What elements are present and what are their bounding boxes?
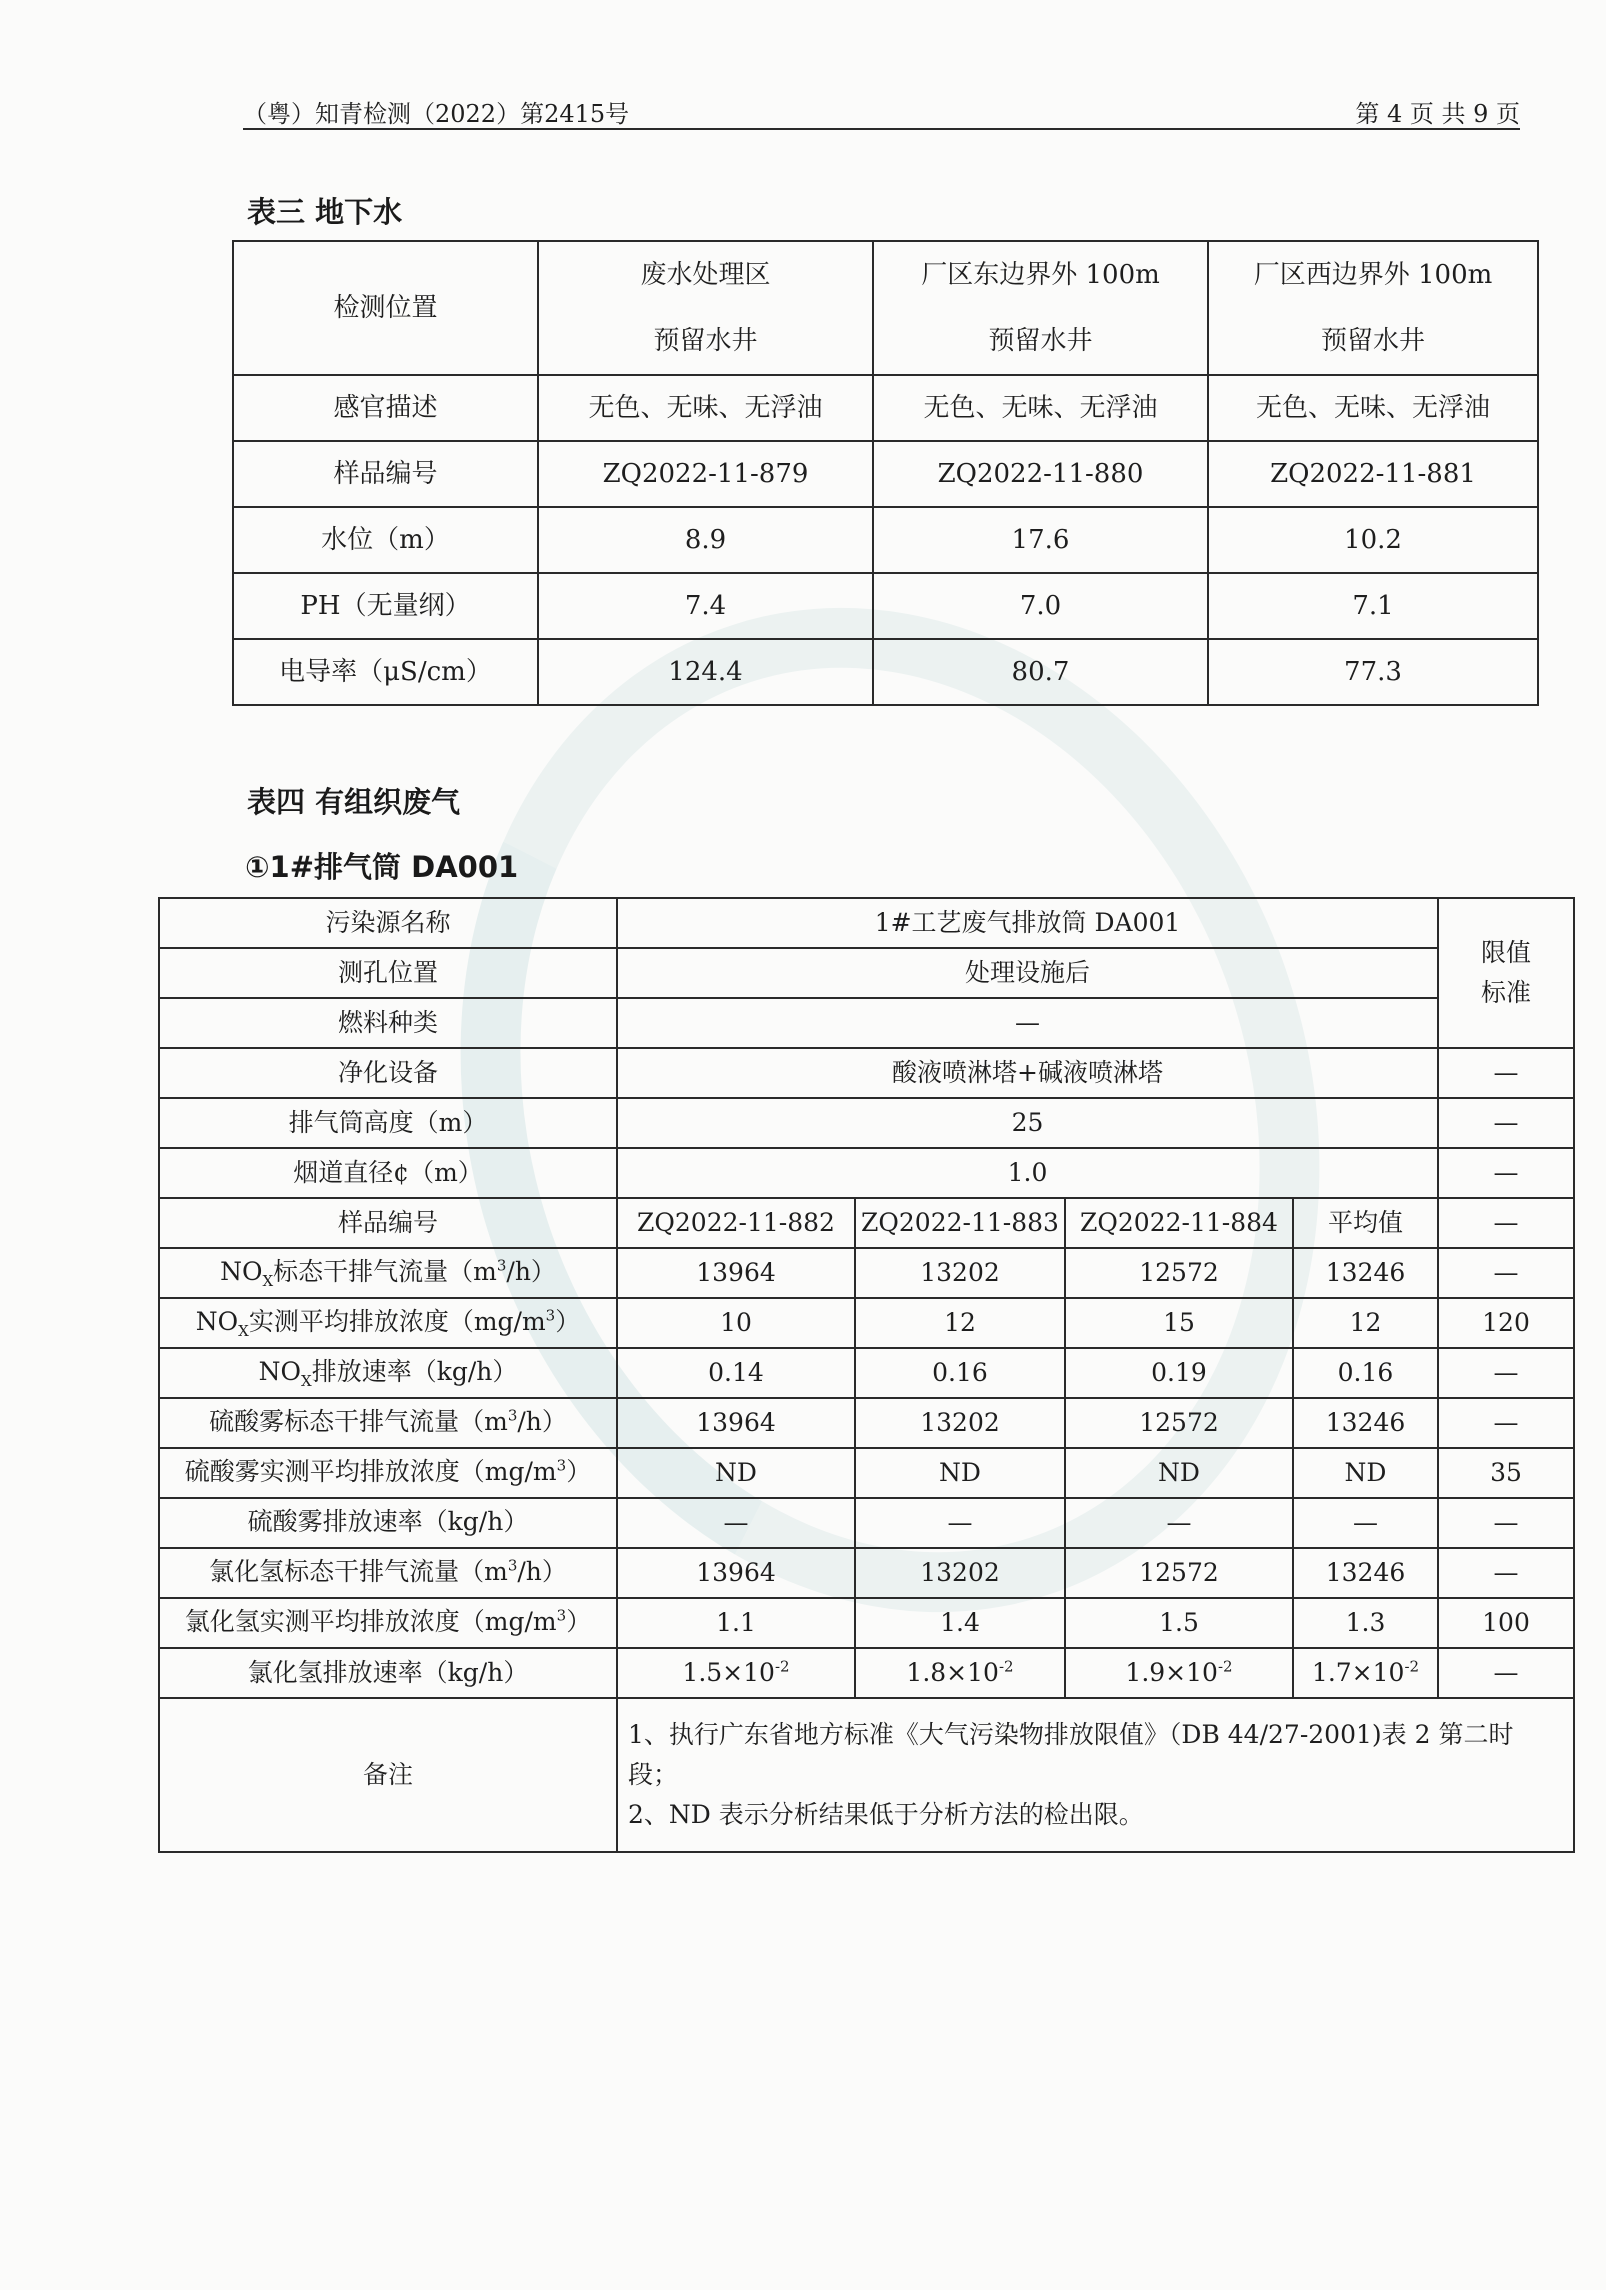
row-label: 氯化氢标态干排气流量$(m^3/h)$	[159, 1548, 617, 1598]
report-number: （粤）知青检测（2022）第2415号	[243, 100, 630, 128]
table-cell: 12572	[1065, 1248, 1293, 1298]
table-cell: 13964	[617, 1398, 855, 1448]
table-cell: 7.0	[873, 573, 1208, 639]
table-row	[233, 507, 1538, 573]
table-cell: 无色、无味、无浮油	[538, 375, 873, 441]
table-cell: 13202	[855, 1398, 1065, 1448]
table-cell: ND	[1065, 1448, 1293, 1498]
table-row	[159, 1348, 1574, 1398]
table-cell: 7.4	[538, 573, 873, 639]
table-cell: 7.1	[1208, 573, 1538, 639]
limit-header: 限值标准	[1438, 898, 1574, 1048]
table-row	[159, 1448, 1574, 1498]
table-cell: 12	[855, 1298, 1065, 1348]
table-cell: 1.3	[1293, 1598, 1438, 1648]
table-cell: 1.4	[855, 1598, 1065, 1648]
table-row	[233, 241, 1538, 375]
table-row	[159, 1148, 1574, 1198]
table-row	[233, 375, 1538, 441]
remarks-text	[617, 1698, 1574, 1852]
table-cell: 13964	[617, 1548, 855, 1598]
table-cell: 12	[1293, 1298, 1438, 1348]
table-cell: —	[617, 998, 1438, 1048]
limit-cell: —	[1438, 1148, 1574, 1198]
location-header: 检测位置	[233, 241, 538, 375]
row-label: 排气筒高度（m）	[159, 1098, 617, 1148]
table-cell: ND	[617, 1448, 855, 1498]
limit-cell: —	[1438, 1348, 1574, 1398]
table-cell: 1.5	[1065, 1598, 1293, 1648]
row-label: 燃料种类	[159, 998, 617, 1048]
table-cell: 12572	[1065, 1398, 1293, 1448]
limit-cell: —	[1438, 1648, 1574, 1698]
table-cell: 124.4	[538, 639, 873, 705]
table-row	[159, 898, 1574, 948]
table-cell: 0.16	[855, 1348, 1065, 1398]
row-label: 净化设备	[159, 1048, 617, 1098]
table-cell: —	[1065, 1498, 1293, 1548]
table-cell: 0.19	[1065, 1348, 1293, 1398]
row-label: 样品编号	[159, 1198, 617, 1248]
row-label: 硫酸雾排放速率（kg/h）	[159, 1498, 617, 1548]
table-cell: ND	[855, 1448, 1065, 1498]
limit-cell: —	[1438, 1098, 1574, 1148]
table-row	[159, 1548, 1574, 1598]
table-row	[159, 948, 1574, 998]
table-row	[159, 1298, 1574, 1348]
table-cell: 0.16	[1293, 1348, 1438, 1398]
table-cell: 酸液喷淋塔+碱液喷淋塔	[617, 1048, 1438, 1098]
table-row	[159, 1398, 1574, 1448]
table-cell: 80.7	[873, 639, 1208, 705]
table-cell: 77.3	[1208, 639, 1538, 705]
table-cell: 12572	[1065, 1548, 1293, 1598]
table4-title: 表四 有组织废气	[247, 785, 461, 819]
row-label: 硫酸雾标态干排气流量$(m^3/h)$	[159, 1398, 617, 1448]
row-label: $NO_X$实测平均排放浓度$(mg/m^3)$	[159, 1298, 617, 1348]
groundwater-table	[232, 240, 1539, 706]
table-cell: 1#工艺废气排放筒 DA001	[617, 898, 1438, 948]
table-row	[233, 573, 1538, 639]
table-row	[159, 1648, 1574, 1698]
table-cell: ZQ2022-11-879	[538, 441, 873, 507]
table-cell: ZQ2022-11-883	[855, 1198, 1065, 1248]
table-cell: 13202	[855, 1548, 1065, 1598]
table-row	[159, 1248, 1574, 1298]
table-cell: ND	[1293, 1448, 1438, 1498]
table-cell: 1.1	[617, 1598, 855, 1648]
table-cell: ZQ2022-11-880	[873, 441, 1208, 507]
limit-cell: —	[1438, 1398, 1574, 1448]
row-label: PH（无量纲）	[233, 573, 538, 639]
row-label: $NO_X$排放速率（kg/h）	[159, 1348, 617, 1398]
table-row	[233, 639, 1538, 705]
table-cell: 10	[617, 1298, 855, 1348]
table-cell: 13964	[617, 1248, 855, 1298]
table-cell: —	[617, 1498, 855, 1548]
table3-title: 表三 地下水	[247, 195, 403, 229]
table-cell: $1.9\times 10^{-2}$	[1065, 1648, 1293, 1698]
exhaust-gas-table	[158, 897, 1575, 1853]
table-cell: 10.2	[1208, 507, 1538, 573]
table-cell: 13246	[1293, 1248, 1438, 1298]
table-cell: —	[1293, 1498, 1438, 1548]
table-cell: 无色、无味、无浮油	[873, 375, 1208, 441]
table-cell: $1.7\times 10^{-2}$	[1293, 1648, 1438, 1698]
page-number: 第 4 页 共 9 页	[1355, 100, 1520, 128]
table-cell: 平均值	[1293, 1198, 1438, 1248]
table-row	[159, 998, 1574, 1048]
table-cell: 0.14	[617, 1348, 855, 1398]
location-cell: 废水处理区 预留水井	[538, 241, 873, 375]
table-cell: 15	[1065, 1298, 1293, 1348]
table-cell: ZQ2022-11-881	[1208, 441, 1538, 507]
row-label: $NO_X$标态干排气流量$(m^3/h)$	[159, 1248, 617, 1298]
limit-cell: —	[1438, 1048, 1574, 1098]
row-label: 水位（m）	[233, 507, 538, 573]
remark-2: 2、ND 表示分析结果低于分析方法的检出限。	[628, 1800, 1144, 1829]
location-cell: 厂区东边界外 100m 预留水井	[873, 241, 1208, 375]
row-label: 氯化氢排放速率（kg/h）	[159, 1648, 617, 1698]
table-row	[159, 1098, 1574, 1148]
table-cell: 13246	[1293, 1398, 1438, 1448]
limit-cell: 100	[1438, 1598, 1574, 1648]
table4-subtitle: ①1#排气筒 DA001	[245, 850, 519, 884]
table-cell: 无色、无味、无浮油	[1208, 375, 1538, 441]
table-row	[159, 1498, 1574, 1548]
table-cell: 1.0	[617, 1148, 1438, 1198]
table-cell: 13246	[1293, 1548, 1438, 1598]
table-row	[159, 1598, 1574, 1648]
limit-cell: 120	[1438, 1298, 1574, 1348]
limit-cell: —	[1438, 1198, 1574, 1248]
row-label: 电导率（μS/cm）	[233, 639, 538, 705]
table-cell: ZQ2022-11-882	[617, 1198, 855, 1248]
table-row	[159, 1698, 1574, 1852]
row-label: 感官描述	[233, 375, 538, 441]
table-cell: ZQ2022-11-884	[1065, 1198, 1293, 1248]
row-label: 样品编号	[233, 441, 538, 507]
row-label: 氯化氢实测平均排放浓度$(mg/m^3)$	[159, 1598, 617, 1648]
table-cell: 17.6	[873, 507, 1208, 573]
table-cell: 8.9	[538, 507, 873, 573]
table-cell: $1.8\times 10^{-2}$	[855, 1648, 1065, 1698]
table-cell: 13202	[855, 1248, 1065, 1298]
table-cell: 25	[617, 1098, 1438, 1148]
row-label: 测孔位置	[159, 948, 617, 998]
location-cell: 厂区西边界外 100m 预留水井	[1208, 241, 1538, 375]
row-label: 污染源名称	[159, 898, 617, 948]
table-cell: $1.5\times 10^{-2}$	[617, 1648, 855, 1698]
table-row	[159, 1198, 1574, 1248]
remark-1: 1、执行广东省地方标准《大气污染物排放限值》（DB 44/27-2001)表 2 第二时段；	[628, 1720, 1514, 1789]
page-header	[243, 92, 1520, 130]
table-cell: —	[855, 1498, 1065, 1548]
row-label: 烟道直径¢（m）	[159, 1148, 617, 1198]
table-cell: 处理设施后	[617, 948, 1438, 998]
row-label: 硫酸雾实测平均排放浓度$(mg/m^3)$	[159, 1448, 617, 1498]
limit-cell: —	[1438, 1248, 1574, 1298]
limit-cell: —	[1438, 1548, 1574, 1598]
remarks-label: 备注	[159, 1698, 617, 1852]
table-row	[233, 441, 1538, 507]
limit-cell: 35	[1438, 1448, 1574, 1498]
table-row	[159, 1048, 1574, 1098]
limit-cell: —	[1438, 1498, 1574, 1548]
